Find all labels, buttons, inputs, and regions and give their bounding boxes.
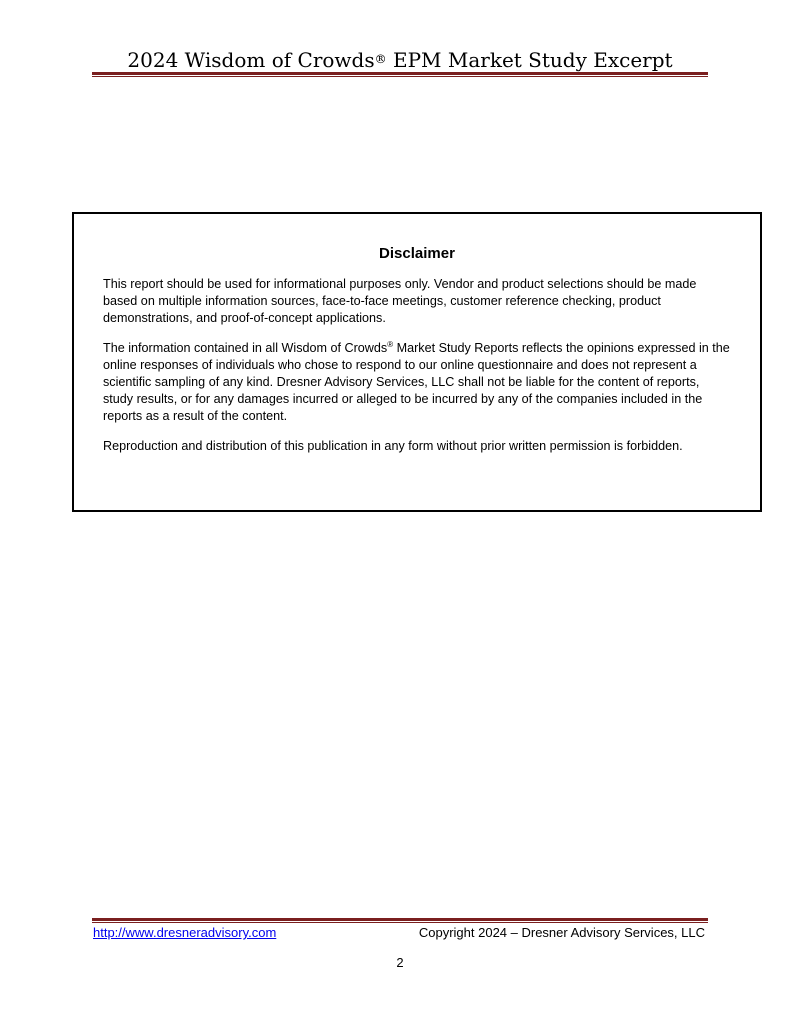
header-title-text-suffix: EPM Market Study Excerpt (386, 48, 673, 72)
website-link[interactable]: http://www.dresneradvisory.com (93, 925, 277, 940)
disclaimer-paragraph-2 (103, 340, 732, 426)
disclaimer-paragraph-2-text-rest: Market Study Reports reflects the opinions expressed in the online responses of individuals who chose to respond to our online questionnaire and does not represent a scientific sampling of any kind. Dresner Advisory Services, LLC shall not be liable for the content of reports, study results, or for any damages incurred or alleged to be incurred by any of the companies included in the reports as a result of the content. (103, 340, 730, 424)
footer-divider (92, 918, 708, 924)
header-title-text: 2024 Wisdom of Crowds (127, 48, 375, 72)
disclaimer-title: Disclaimer (379, 245, 455, 262)
header-divider (92, 72, 708, 78)
registered-mark: ® (387, 339, 394, 349)
disclaimer-paragraph-1: This report should be used for informational purposes only. Vendor and product selections should be made based on multiple information sources, face-to-face meetings, customer reference checking, product demonstrations, and proof-of-concept applications. (103, 277, 697, 326)
page-number: 2 (396, 955, 404, 970)
copyright-notice: Copyright 2024 – Dresner Advisory Services, LLC (418, 925, 705, 940)
page-header-title (92, 46, 708, 73)
disclaimer-paragraph-2-text: The information contained in all Wisdom of Crowds (103, 340, 388, 355)
disclaimer-box (72, 212, 762, 512)
disclaimer-paragraph-3: Reproduction and distribution of this publication in any form without prior written permission is forbidden. (103, 438, 683, 453)
registered-mark: ® (374, 52, 387, 66)
disclaimer-body (103, 276, 732, 467)
